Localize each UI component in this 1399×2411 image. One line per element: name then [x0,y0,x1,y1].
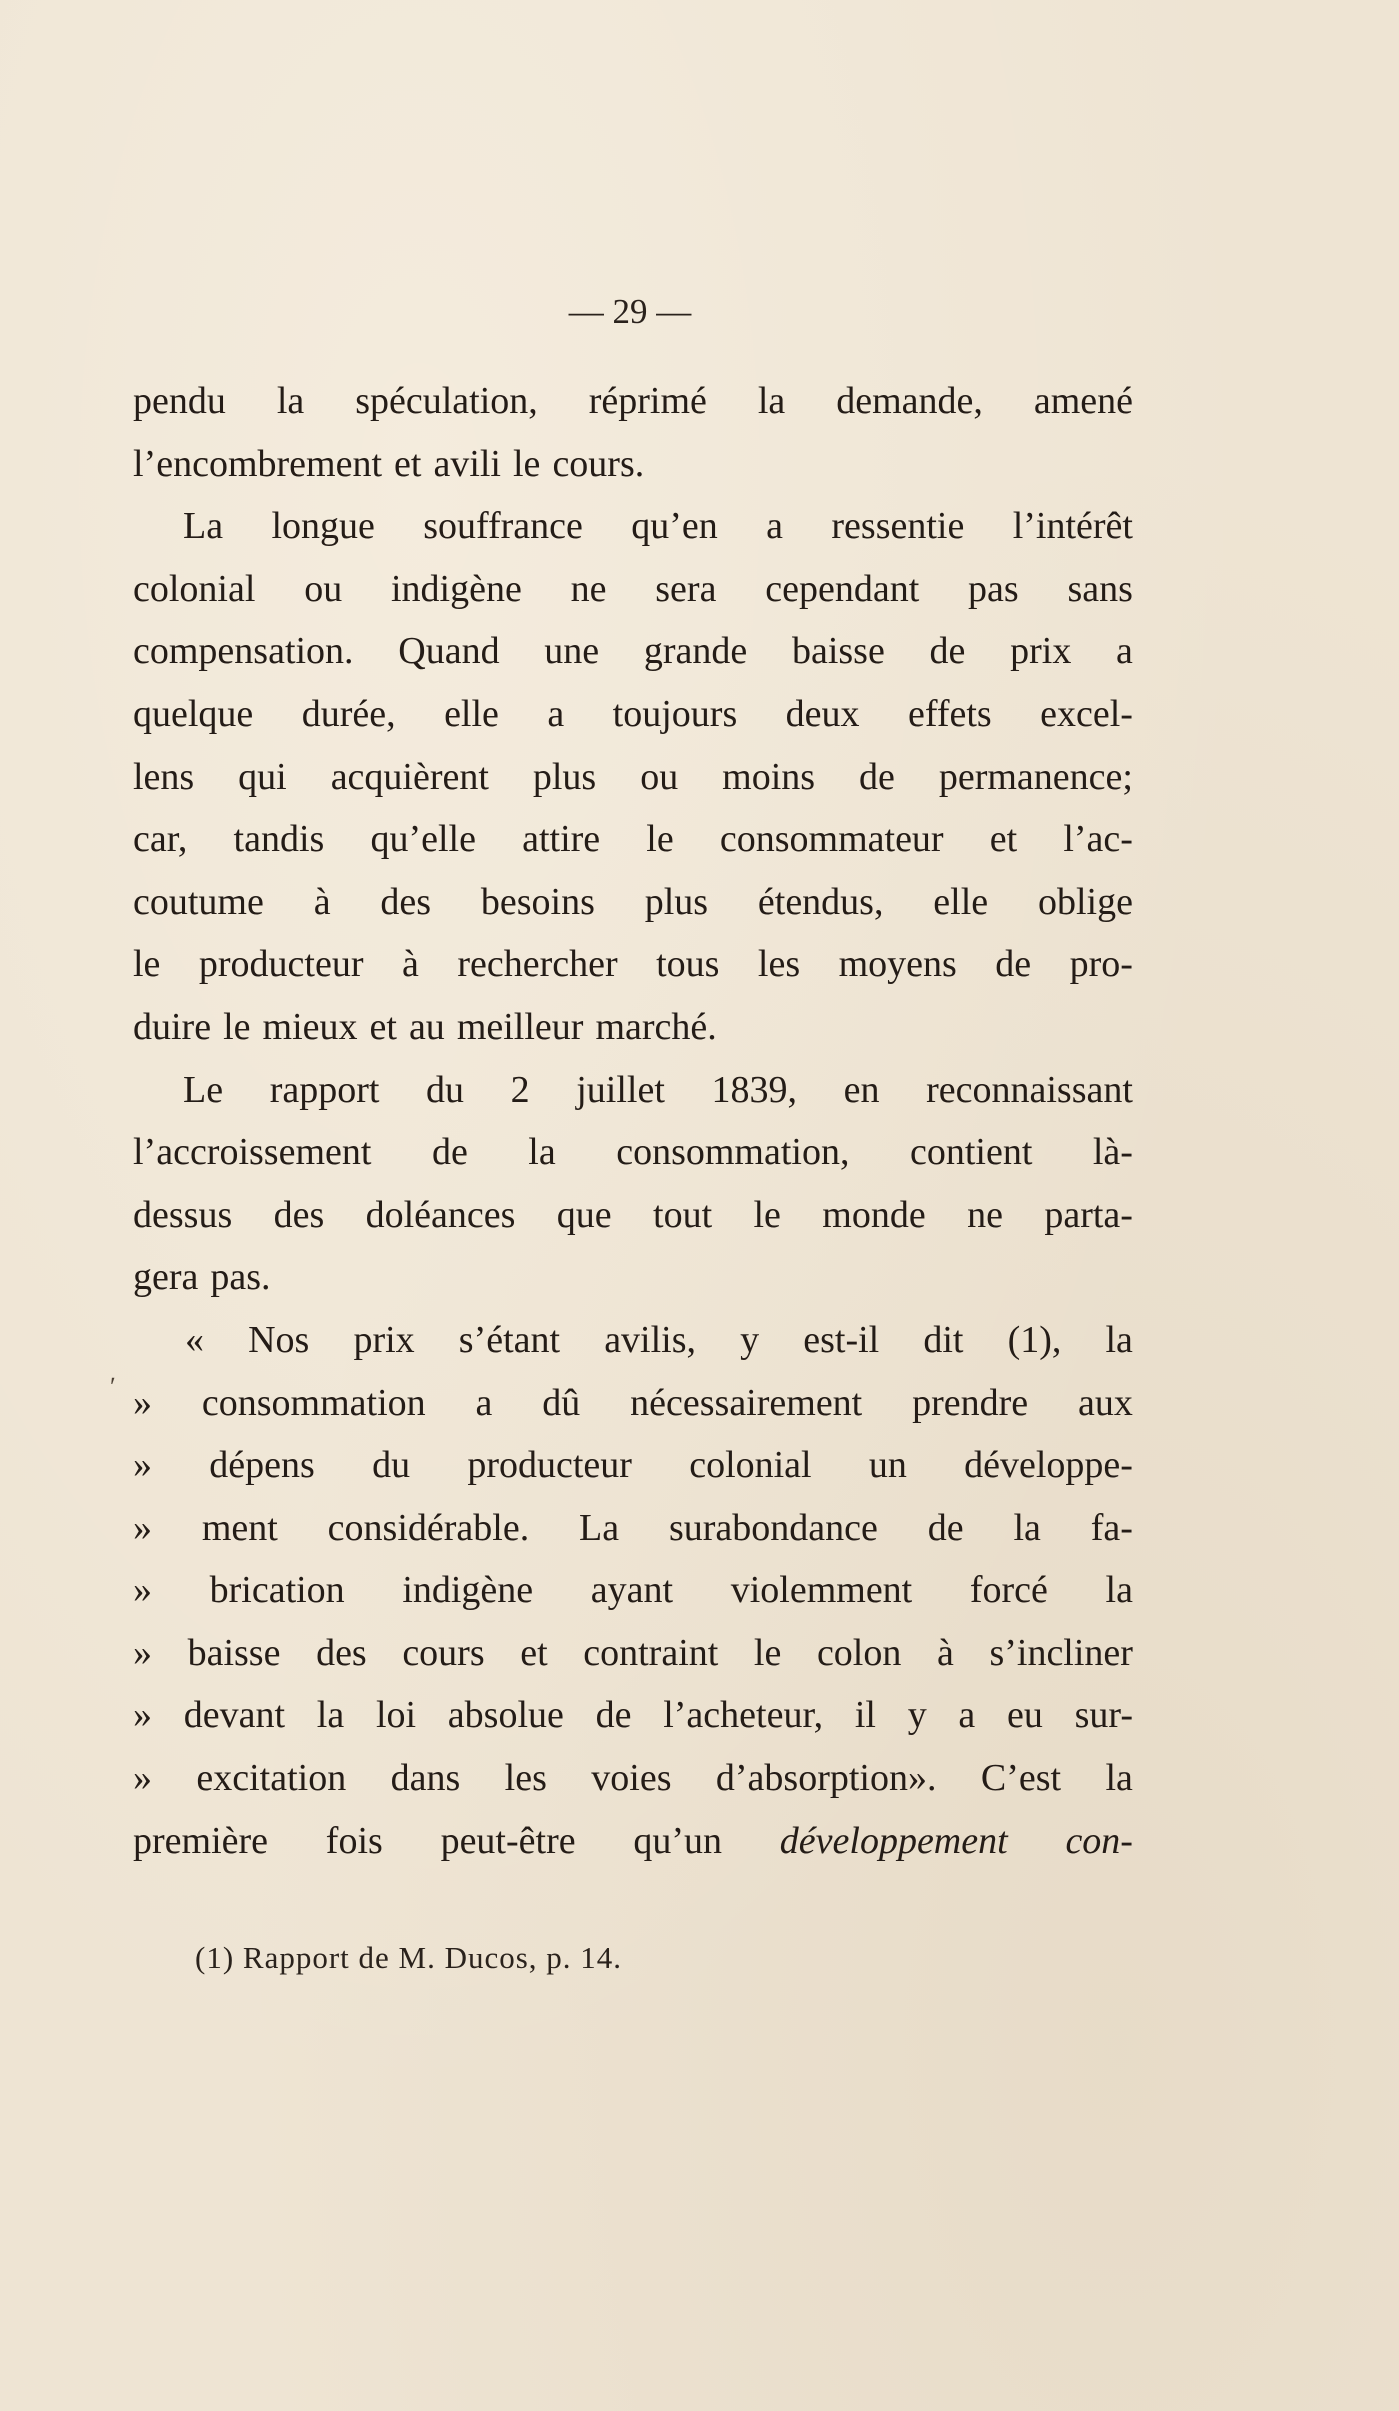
word: La [183,505,224,548]
word: marché. [595,1005,717,1048]
word: ou [304,567,343,610]
word: indigène [390,567,522,610]
word: a [1116,630,1133,673]
word: l’encombrement [133,442,383,485]
word: étendus, [757,880,884,923]
word: sera [655,567,717,610]
word: rechercher [457,943,618,986]
word: Quand [398,630,500,673]
word: prendre [912,1381,1029,1424]
word: rapport [269,1068,380,1111]
word: ressentie [831,505,965,548]
word: du [426,1068,465,1111]
word: permanence; [938,755,1133,798]
word: sans [1067,567,1133,610]
word: là- [1092,1131,1133,1174]
word: il [854,1694,876,1737]
word: durée, [301,692,396,735]
word: réprimé [588,380,707,422]
text-line [133,495,1133,558]
word: coutume [133,880,264,923]
word: tout [653,1193,713,1236]
word: devant [183,1694,286,1737]
word: consommation [201,1381,426,1424]
word: à [313,880,331,923]
word: colonial [689,1444,812,1487]
text-line [133,808,1133,871]
word: Nos [248,1318,310,1361]
word: s’incliner [989,1631,1133,1674]
word: ou [640,755,679,798]
word: a [475,1381,493,1424]
word: d’absorption». [715,1757,937,1800]
word: pendu [133,380,226,422]
word: s’étant [458,1318,561,1361]
word: développe- [964,1444,1133,1487]
word: qu’elle [370,818,476,861]
word: doléances [365,1193,516,1236]
word: » [133,1569,152,1612]
word: spéculation, [355,380,538,422]
word: qu’un [633,1819,723,1862]
word: » [133,1381,152,1424]
word: » [133,1631,152,1674]
quote-line [133,1684,1133,1747]
word: la [528,1131,556,1174]
word: con- [1065,1819,1133,1862]
word: du [372,1444,411,1487]
word: parta- [1044,1193,1133,1236]
word: l’ac- [1063,818,1133,861]
word: monde [822,1193,926,1236]
word: meilleur [456,1005,584,1048]
word: le [513,442,541,485]
word: producteur [198,943,364,986]
word: producteur [467,1444,632,1487]
word: forcé [969,1569,1048,1612]
word: ne [570,567,607,610]
word: quelque [133,692,254,735]
word: amené [1033,380,1133,422]
word: l’accroissement [133,1131,372,1174]
word: cependant [765,567,920,610]
word: à [401,943,419,986]
word: toujours [612,692,738,735]
word: » [133,1757,152,1800]
word: de [929,630,966,673]
text-line [133,996,1133,1059]
word: avili [433,442,501,485]
quote-line [133,1747,1133,1810]
word: souffrance [423,505,583,548]
text-line [133,1059,1133,1122]
word: qui [238,755,287,798]
text-line [133,1810,1133,1873]
word: indigène [402,1569,534,1612]
word: dépens [209,1444,315,1487]
word: l’acheteur, [663,1694,824,1737]
word: car, [133,818,188,861]
word: une [544,630,600,673]
word: gera [133,1256,199,1299]
text-line [133,1184,1133,1247]
word: surabondance [668,1506,878,1549]
word: a [766,505,784,548]
text-line [133,871,1133,934]
word: ayant [590,1569,674,1612]
word: sur- [1074,1694,1133,1737]
text-line [133,620,1133,683]
word: tous [656,943,720,986]
word: la [316,1694,345,1737]
word: développement [779,1819,1008,1862]
word: des [380,880,432,923]
word: demande, [836,380,983,422]
word: et [520,1631,548,1674]
text-line [133,558,1133,621]
word: de [595,1694,632,1737]
text-line [133,1121,1133,1184]
word: peut-être [440,1819,576,1862]
word: et [394,442,422,485]
word: la [276,380,305,422]
text-line [133,746,1133,809]
word: dessus [133,1193,233,1236]
page-number: — 29 — [568,292,692,331]
word: fois [325,1819,383,1862]
word: les [504,1757,547,1800]
word: excel- [1040,692,1133,735]
word: (1), [1007,1318,1062,1361]
word: et [989,818,1018,861]
word: moins [722,755,816,798]
word: La [579,1506,620,1549]
body-text [133,370,1133,1872]
word: dû [542,1381,581,1424]
word: des [316,1631,367,1674]
text-line [133,933,1133,996]
word: le [646,818,674,861]
word: le [753,1193,781,1236]
word: ment [201,1506,278,1549]
word: contraint [583,1631,719,1674]
word: lens [133,755,195,798]
word: un [868,1444,907,1487]
word: nécessairement [630,1381,863,1424]
word: juillet [576,1068,665,1111]
word: est-il [803,1318,880,1361]
word: » [133,1694,152,1737]
word: effets [907,692,992,735]
word: et [369,1005,397,1048]
word: besoins [480,880,595,923]
word: Le [183,1068,224,1111]
word: de [859,755,895,798]
word: prix [353,1318,415,1361]
word: qu’en [631,505,718,548]
word: prix [1010,630,1072,673]
word: elle [933,880,989,923]
word: pas [968,567,1019,610]
word: baisse [187,1631,281,1674]
word: contient [909,1131,1033,1174]
word: y [907,1694,927,1737]
word: au [408,1005,445,1048]
word: consommateur [719,818,944,861]
text-line [133,433,1133,496]
word: voies [591,1757,672,1800]
word: acquièrent [330,755,489,798]
word: a [958,1694,976,1737]
word: duire [133,1005,212,1048]
word: oblige [1037,880,1133,923]
word: deux [785,692,860,735]
word: en [843,1068,880,1111]
word: la [1105,1569,1133,1612]
word: longue [271,505,375,548]
word: absolue [447,1694,564,1737]
word: des [273,1193,325,1236]
word: loi [375,1694,417,1737]
quote-line [133,1559,1133,1622]
text-line [133,1246,1133,1309]
word: la [757,380,786,422]
word: le [753,1631,782,1674]
word: » [133,1444,152,1487]
word: de [927,1506,964,1549]
word: y [740,1318,760,1361]
word: de [995,943,1032,986]
word: avilis, [604,1318,697,1361]
word: elle [444,692,499,735]
word: aux [1078,1381,1133,1424]
word: de [431,1131,468,1174]
word: colonial [133,567,256,610]
word: reconnaissant [926,1068,1133,1111]
word: cours. [552,442,645,485]
word: 1839, [711,1068,798,1111]
word: la [1013,1506,1041,1549]
word: l’intérêt [1012,505,1133,548]
word: eu [1007,1694,1043,1737]
word: a [547,692,565,735]
word: « [185,1318,204,1361]
word: ne [967,1193,1003,1236]
word: le [223,1005,251,1048]
word: grande [643,630,748,673]
word: baisse [791,630,885,673]
word: considérable. [327,1506,530,1549]
quote-line [133,1622,1133,1685]
word: brication [209,1569,345,1612]
word: les [757,943,801,986]
quote-line [133,1434,1133,1497]
word: tandis [233,818,325,861]
word: consommation, [616,1131,850,1174]
word: excitation [196,1757,347,1800]
word: que [556,1193,612,1236]
word: plus [532,755,597,798]
word: violemment [730,1569,913,1612]
word: attire [522,818,601,861]
quote-line [133,1309,1133,1372]
word: cours [402,1631,485,1674]
margin-mark: ʹ [110,1372,116,1401]
word: la [1105,1757,1133,1800]
word: compensation. [133,630,354,673]
word: » [133,1506,152,1549]
word: plus [644,880,709,923]
word: dit [923,1318,964,1361]
word: colon [816,1631,902,1674]
quote-line [133,1372,1133,1435]
quote-line [133,1497,1133,1560]
text-line [133,370,1133,433]
word: la [1105,1318,1133,1361]
word: pas. [210,1256,271,1299]
word: à [936,1631,954,1674]
word: C’est [980,1757,1062,1800]
word: fa- [1090,1506,1133,1549]
text-line [133,683,1133,746]
word: 2 [510,1068,530,1111]
word: le [133,943,161,986]
footnote: (1) Rapport de M. Ducos, p. 14. [195,1940,623,1975]
word: moyens [838,943,957,986]
word: mieux [262,1005,358,1048]
word: pro- [1069,943,1133,986]
word: dans [390,1757,461,1800]
word: première [133,1819,269,1862]
